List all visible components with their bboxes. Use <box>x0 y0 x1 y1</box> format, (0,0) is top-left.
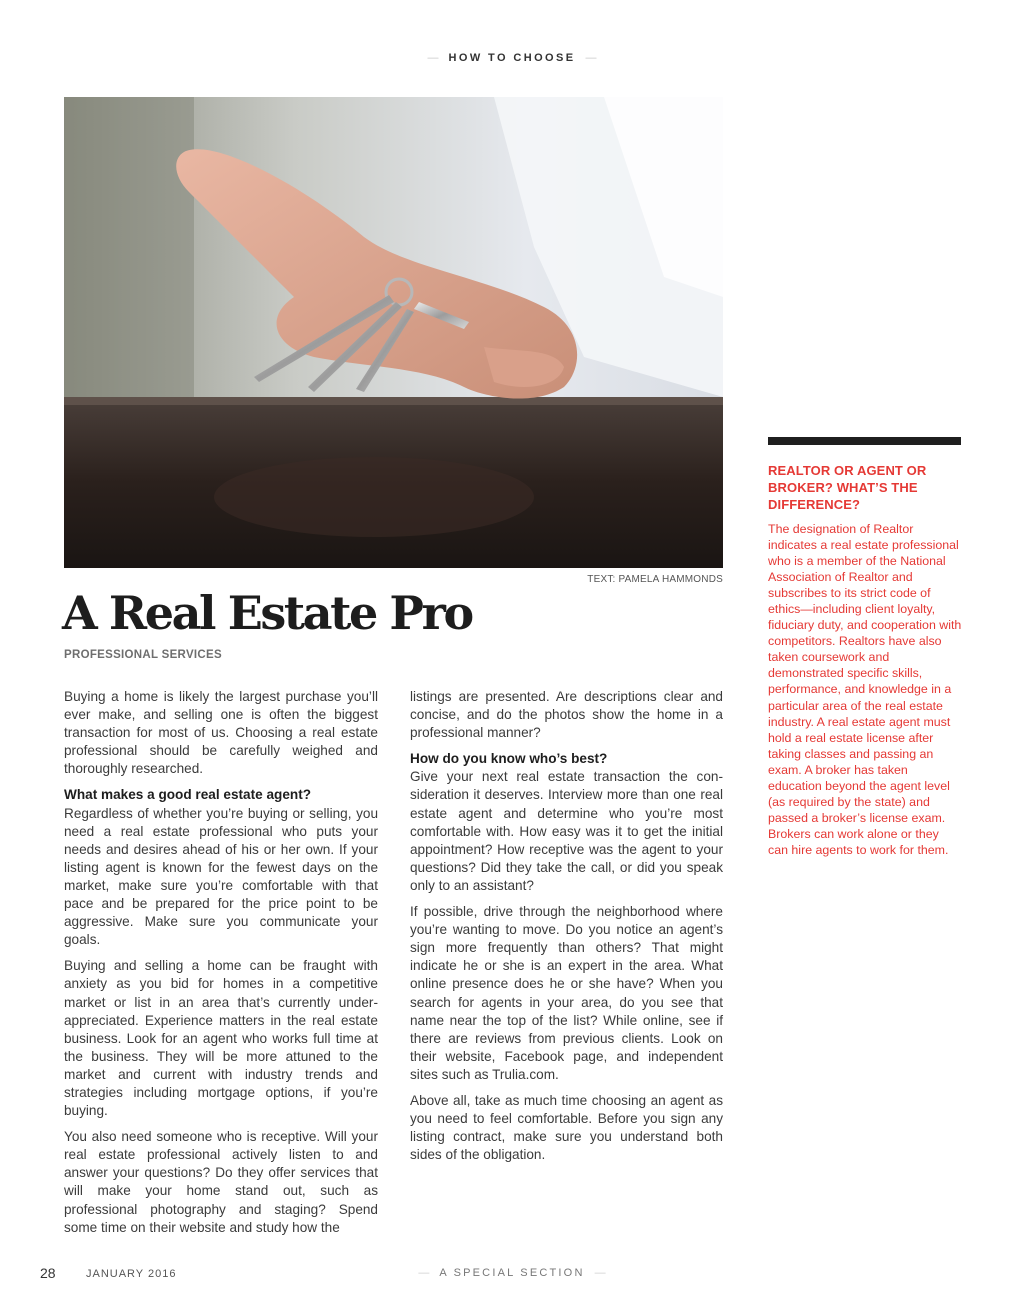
sidebar-body: The designation of Realtor indicates a real estate professional who is a member of the National Association of Realtor and subscribes to its strict code of ethics—including client loyalty, fiduciary duty, and cooperation with competitors. Realtors have also taken coursework and demonstrated specific skills, performance, and knowledge in a particular area of the real estate industry. A real estate agent must hold a real estate license after taking classes and passing an exam. A broker has taken education beyond the agent level (as required by the state) and passed a broker’s license exam. Brokers can work alone or they can hire agents to work for them. <box>768 522 962 857</box>
header-dash-left: — <box>427 52 439 64</box>
paragraph: Buying and selling a home can be fraught with anxiety as you bid for homes in a competitive market or list in an area that’s currently underappreciated. Experience matters in the real estate business. Look for an agent who works full time at the business. They will be more attuned to the market and current with industry trends and strategies including mortgage options, if you’re buying. <box>64 958 378 1119</box>
header-dash-right: — <box>585 52 597 64</box>
paragraph-text: Regardless of whether you’re buying or selling, you need a real estate professional who puts your needs and desires ahead of his or her own. If your listing agent is known for the fewest days on the market, make sure you’re comfortable with that pace and be prepared for the price point to be aggressive. Make sure you communicate your goals. <box>64 805 378 948</box>
paragraph: If possible, drive through the neighborhood where you’re wanting to move. Do you notice an agent’s sign more frequently than others? That might indicate he or she is an expert in the area. What online presence does he or she have? When you search for agents in your area, do you see that name near the top of the list? While online, see if there are reviews from previous clients. Look on their website, Facebook page, and independent sites such as Trulia.com. <box>410 904 723 1082</box>
section-label: HOW TO CHOOSE <box>448 52 576 64</box>
paragraph: listings are presented. Are descriptions clear and concise, and do the photos show the home in a professional manner? <box>410 689 723 741</box>
sidebar-heading: REALTOR OR AGENT OR BROKER? WHAT’S THE DIFFERENCE? <box>768 463 927 512</box>
page-number: 28 <box>40 1265 56 1281</box>
paragraph-with-subhead <box>64 786 378 949</box>
article-title: A Real Estate Pro <box>62 586 472 640</box>
body-column-right <box>410 688 723 1172</box>
article-kicker: PROFESSIONAL SERVICES <box>64 649 222 661</box>
paragraph-with-subhead <box>410 750 723 895</box>
paragraph: You also need someone who is receptive. Will your real estate professional actively listen to and answer your questions? Do they offer services that will make your home stand out, such as professional photography and staging? Spend some time on their website and study how the <box>64 1129 378 1235</box>
subheading: What makes a good real estate agent? <box>64 787 312 803</box>
footer-dash-left: — <box>418 1267 430 1279</box>
footer-section-text: A SPECIAL SECTION <box>439 1267 585 1279</box>
paragraph: Buying a home is likely the largest purchase you’ll ever make, and selling one is often the biggest transaction for most of us. Choosing a real estate professional should be carefully weighed and thoroughly researched. <box>64 689 378 777</box>
footer-dash-right: — <box>594 1267 606 1279</box>
footer-section-label <box>0 1267 1024 1279</box>
subheading: How do you know who’s best? <box>410 751 608 767</box>
sidebar-rule <box>768 437 961 445</box>
paragraph-text: Give your next real estate transaction the consideration it deserves. Interview more than one real estate agent and determine who you’re most comfortable with. How easy was it to get the initial appointment? How receptive was the agent to your questions? Did they take the call, or did you speak only to an assistant? <box>410 769 723 893</box>
paragraph: Above all, take as much time choosing an agent as you need to feel comfortable. Before you sign any listing contract, make sure you understand both sides of the obligation. <box>410 1092 723 1163</box>
author-credit: TEXT: PAMELA HAMMONDS <box>587 574 723 585</box>
running-header <box>0 52 1024 64</box>
issue-date: JANUARY 2016 <box>86 1268 177 1280</box>
body-column-left <box>64 688 378 1245</box>
keys-photo <box>64 97 723 568</box>
